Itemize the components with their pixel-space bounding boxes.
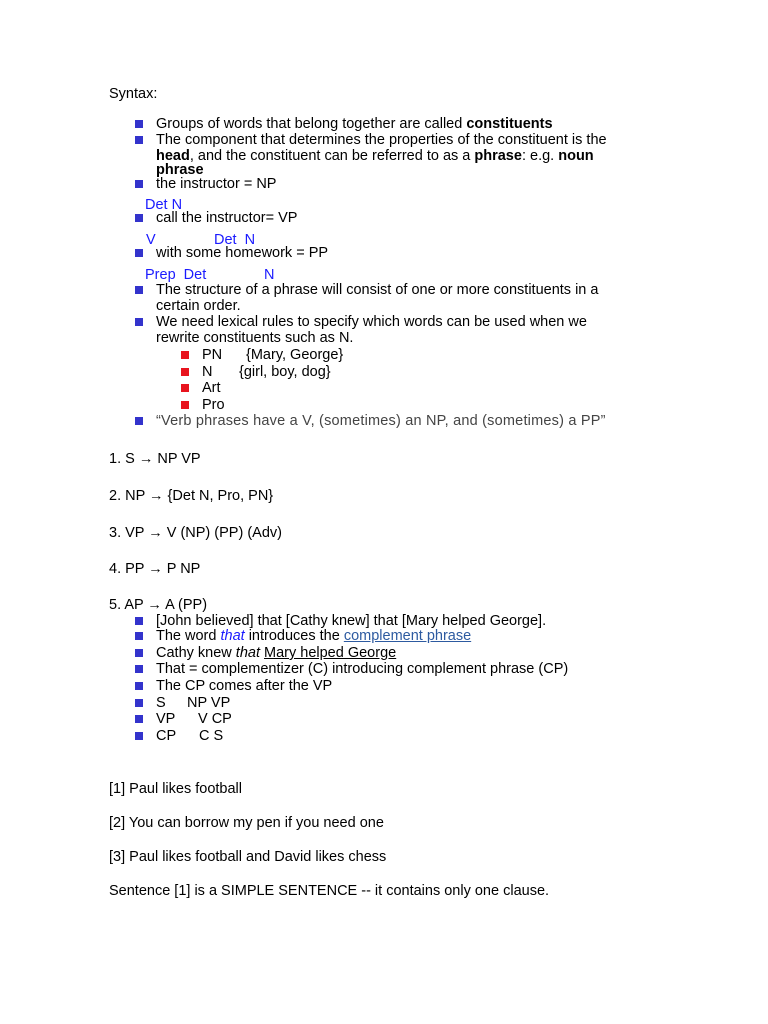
bullet-icon xyxy=(135,120,143,128)
bullet-lexical-line2: rewrite constituents such as N. xyxy=(156,330,354,346)
rule-2: 2. NP → {Det N, Pro, PN} xyxy=(109,488,274,504)
bullet-instructor-np: the instructor = NP xyxy=(156,176,277,192)
example-1: [1] Paul likes football xyxy=(109,781,242,797)
sub-item-art: Art xyxy=(202,380,221,396)
rule-3: 3. VP → V (NP) (PP) (Adv) xyxy=(109,525,282,541)
sub-item-n-values: {girl, boy, dog} xyxy=(239,364,331,380)
bullet-head-line1: The component that determines the properties of the constituent is the xyxy=(156,132,607,148)
cp-rule-s: S xyxy=(156,695,166,711)
bullet-icon xyxy=(135,214,143,222)
red-bullet-icon xyxy=(181,401,189,409)
sub-item-pn-values: {Mary, George} xyxy=(246,347,344,363)
bullet-icon xyxy=(135,732,143,740)
tag-det-n: Det N xyxy=(145,197,183,213)
page-title: Syntax: xyxy=(109,86,158,102)
bullet-icon xyxy=(135,136,143,144)
bullet-icon xyxy=(135,632,143,640)
bullet-icon xyxy=(135,715,143,723)
tag-v: V xyxy=(146,232,156,248)
rule-4: 4. PP → P NP xyxy=(109,561,201,577)
bullet-icon xyxy=(135,665,143,673)
cp-complementizer: That = complementizer (C) introducing complement phrase (CP) xyxy=(156,661,569,677)
rule-5: 5. AP → A (PP) xyxy=(109,597,208,613)
red-bullet-icon xyxy=(181,384,189,392)
bullet-icon xyxy=(135,318,143,326)
cp-cathy-knew: Cathy knew that Mary helped George xyxy=(156,645,397,661)
simple-sentence-note: Sentence [1] is a SIMPLE SENTENCE -- it contains only one clause. xyxy=(109,883,550,899)
bullet-icon xyxy=(135,180,143,188)
rule-1: 1. S → NP VP xyxy=(109,451,201,467)
bullet-homework-pp: with some homework = PP xyxy=(156,245,329,261)
bullet-call-vp: call the instructor= VP xyxy=(156,210,298,226)
example-2: [2] You can borrow my pen if you need one xyxy=(109,815,384,831)
bullet-icon xyxy=(135,682,143,690)
tag-n: N xyxy=(264,267,275,283)
bullet-icon xyxy=(135,286,143,294)
tag-prep-det: Prep Det xyxy=(145,267,207,283)
cp-the-word-that: The word that introduces the complement phrase xyxy=(156,628,472,644)
red-bullet-icon xyxy=(181,351,189,359)
cp-example-sentence: [John believed] that [Cathy knew] that [Mary helped George]. xyxy=(156,613,547,629)
sub-item-n: N xyxy=(202,364,213,380)
cp-rule-vp: VP xyxy=(156,711,176,727)
bullet-verb-phrases-quote: “Verb phrases have a V, (sometimes) an NP, and (sometimes) a PP” xyxy=(156,413,606,429)
example-3: [3] Paul likes football and David likes chess xyxy=(109,849,387,865)
bullet-icon xyxy=(135,617,143,625)
cp-after-vp: The CP comes after the VP xyxy=(156,678,333,694)
cp-rule-s-rhs: NP VP xyxy=(187,695,231,711)
sub-item-pro: Pro xyxy=(202,397,225,413)
red-bullet-icon xyxy=(181,368,189,376)
bullet-icon xyxy=(135,649,143,657)
cp-rule-cp: CP xyxy=(156,728,177,744)
complement-phrase-link[interactable]: complement phrase xyxy=(343,628,472,644)
bullet-constituents: Groups of words that belong together are called constituents xyxy=(156,116,553,132)
cp-rule-cp-rhs: C S xyxy=(199,728,224,744)
bullet-structure-line2: certain order. xyxy=(156,298,241,314)
bullet-head-line3: phrase xyxy=(156,162,204,178)
bullet-head-line2: head, and the constituent can be referred to as a phrase: e.g. noun xyxy=(156,148,594,164)
bullet-icon xyxy=(135,699,143,707)
sub-item-pn: PN xyxy=(202,347,223,363)
bullet-lexical-line1: We need lexical rules to specify which words can be used when we xyxy=(156,314,587,330)
tag-det-n: Det N xyxy=(214,232,256,248)
bullet-icon xyxy=(135,417,143,425)
cp-rule-vp-rhs: V CP xyxy=(198,711,232,727)
bullet-icon xyxy=(135,249,143,257)
bullet-structure-line1: The structure of a phrase will consist of one or more constituents in a xyxy=(156,282,599,298)
